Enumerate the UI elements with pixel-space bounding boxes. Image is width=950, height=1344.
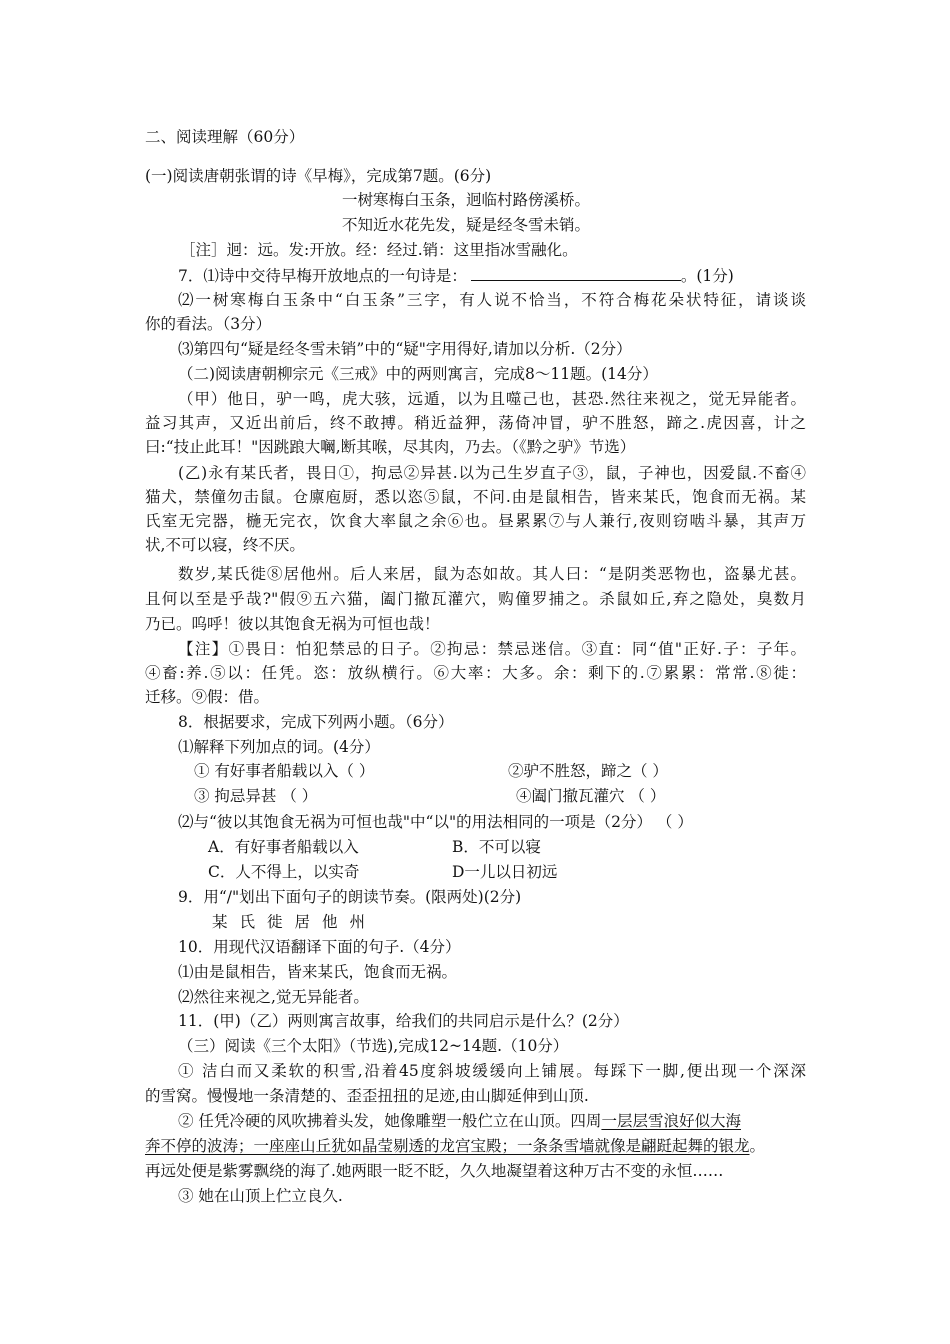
underlined-sentence-cont: 奔不停的波涛；一座座山丘犹如晶莹剔透的龙宫宝殿；一条条雪墙就像是翩跹起舞的银龙 [145,1137,750,1155]
question-10: 10．用现代汉语翻译下面的句子.（4分） [178,938,461,956]
yi-line-1: (乙)永有某氏者，畏日①，拘忌②异甚.以为己生岁直子③，鼠，子神也，因爱鼠.不畜④ [178,464,806,482]
option-d: D一儿以日初远 [452,863,558,881]
passage-para-2-line-1 [178,1111,741,1131]
question-7-2-line2: 你的看法。（3分） [145,315,272,333]
question-8-item-2: ②驴不胜怒，蹄之（ ） [508,762,668,780]
question-7-2-line1: ⑵一树寒梅白玉条中“白玉条”三字，有人说不恰当，不符合梅花朵状特征，请谈谈 [178,291,806,309]
question-10-1: ⑴由是鼠相告，皆来某氏，饱食而无祸。 [178,963,458,981]
jia-line-3: 曰:“技止此耳！"因跳踉大㘎,断其喉，尽其肉，乃去。（《黔之驴》节选） [145,438,636,456]
answer-blank[interactable] [471,266,681,281]
jia-line-1: （甲）他日，驴一鸣，虎大骇，远遁，以为且噬己也，甚恐.然往来视之，觉无异能者。 [178,390,806,408]
part3-title: （三）阅读《三个太阳》（节选),完成12~14题.（10分） [178,1037,569,1055]
question-8-item-3: ③ 拘忌异甚 （ ） [194,787,318,805]
yi-line-3: 氏室无完器，椸无完衣，饮食大率鼠之余⑥也。昼累累⑦与人兼行,夜则窃啮斗暴，其声万 [145,512,806,530]
question-7-1-text: 7．⑴诗中交待早梅开放地点的一句诗是： [178,267,467,285]
part2-title: （二)阅读唐朝柳宗元《三戒》中的两则寓言，完成8～11题。(14分） [178,365,658,383]
poem-line-1: 一树寒梅白玉条，迥临村路傍溪桥。 [342,191,591,209]
yi2-line-2: 且何以至是乎哉?"假⑨五六猫，阖门撤瓦灌穴，购僮罗捕之。杀鼠如丘,弃之隐处，臭数月 [145,590,806,608]
yi-line-4: 状,不可以寝，终不厌。 [145,536,305,554]
option-b: B．不可以寝 [452,838,541,856]
question-10-2: ⑵然往来视之,觉无异能者。 [178,988,369,1006]
question-8-2: ⑵与“彼以其饱食无祸为可恒也哉"中“以"的用法相同的一项是（2分） （ ） [178,813,693,831]
question-7-3: ⑶第四句“疑是经冬雪未销”中的“疑"字用得好,请加以分析.（2分） [178,340,632,358]
question-8-item-1: ① 有好事者船载以入（ ） [194,762,375,780]
part1-title: (一)阅读唐朝张谓的诗《早梅》，完成第7题。(6分) [145,167,492,185]
poem-note: ［注］迥：远。发:开放。经：经过.销：这里指冰雪融化。 [180,241,578,259]
notes-line-1: 【注】①畏日：怕犯禁忌的日子。②拘忌：禁忌迷信。③直：同“值"正好.子：子年。 [178,640,806,658]
option-c: C．人不得上，以实奇 [208,863,360,881]
option-a: A．有好事者船载以入 [208,838,359,856]
question-7-1 [178,266,734,286]
jia-line-2: 益习其声，又近出前后，终不敢搏。稍近益狎，荡倚冲冒，驴不胜怒，蹄之.虎因喜，计之 [145,414,806,432]
underlined-sentence: 一层层雪浪好似大海 [601,1112,741,1130]
section-title: 二、阅读理解（60分） [145,128,305,146]
yi2-line-3: 乃已。呜呼！彼以其饱食无祸为可恒也哉！ [145,615,440,633]
notes-line-3: 迁移。⑨假：借。 [145,688,270,706]
question-7-1-score: 。(1分) [680,267,734,285]
question-9: 9．用“/"划出下面句子的朗读节奏。(限两处)(2分) [178,888,522,906]
passage-para-2-line-3: 再远处便是紫雾飘绕的海了.她两眼一眨不眨，久久地凝望着这种万古不变的永恒…… [145,1162,724,1180]
question-11: 11．(甲)（乙）两则寓言故事，给我们的共同启示是什么？(2分） [178,1012,629,1030]
question-9-sentence: 某氏徙居他州 [212,913,378,931]
para-2-text: ② 任凭冷硬的风吹拂着头发，她像雕塑一般伫立在山顶。四周 [178,1112,602,1130]
notes-line-2: ④畜:养.⑤以：任凭。恣：放纵横行。⑥大率：大多。余：剩下的.⑦累累：常常.⑧徙： [145,664,806,682]
passage-para-1-line-1: ① 洁白而又柔软的积雪,沿着45度斜坡缓缓向上铺展。每踩下一脚,便出现一个深深 [178,1062,806,1080]
poem-line-2: 不知近水花先发，疑是经冬雪未销。 [342,216,591,234]
question-8-1: ⑴解释下列加点的词。(4分） [178,738,380,756]
para-2-punct: 。 [749,1137,766,1155]
passage-para-2-line-2 [145,1136,765,1156]
question-8-item-4: ④阖门撤瓦灌穴 （ ） [516,787,666,805]
yi-line-2: 猫犬，禁僮勿击鼠。仓廪庖厨，悉以恣⑤鼠，不问.由是鼠相告，皆来某氏，饱食而无祸。某 [145,488,806,506]
passage-para-1-line-2: 的雪窝。慢慢地一条清楚的、歪歪扭扭的足迹,由山脚延伸到山顶. [145,1087,589,1105]
yi2-line-1: 数岁,某氏徙⑧居他州。后人来居，鼠为态如故。其人曰：“是阴类恶物也，盗暴尤甚。 [178,565,806,583]
question-8-title: 8．根据要求，完成下列两小题。（6分） [178,713,454,731]
passage-para-3: ③ 她在山顶上伫立良久. [178,1187,343,1205]
